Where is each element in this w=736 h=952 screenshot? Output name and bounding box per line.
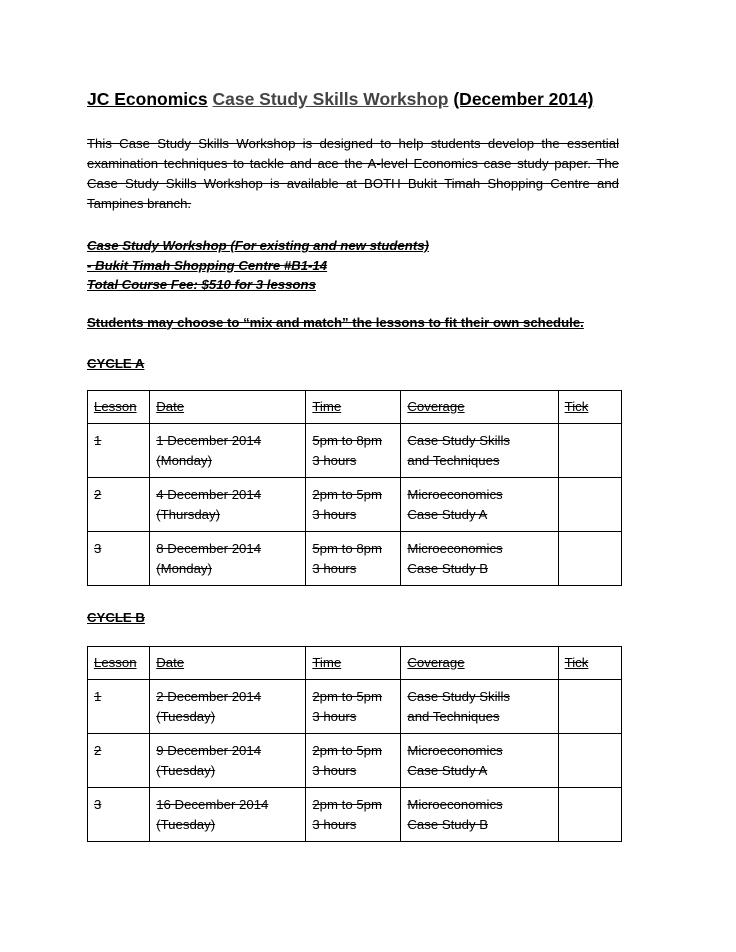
time-cell: 2pm to 5pm 3 hours	[306, 787, 401, 841]
course-line-1: Case Study Workshop (For existing and new students)	[87, 238, 429, 253]
date-cell: 16 December 2014 (Tuesday)	[150, 787, 306, 841]
table-row	[88, 733, 622, 787]
tick-cell[interactable]	[558, 787, 621, 841]
coverage-cell: Case Study Skills and Techniques	[401, 679, 558, 733]
mix-and-match-note: Students may choose to “mix and match” the lessons to fit their own schedule.	[87, 314, 584, 330]
time-cell: 2pm to 5pm 3 hours	[306, 477, 401, 531]
page-title	[87, 88, 619, 110]
lesson-cell: 2	[88, 733, 150, 787]
tick-cell[interactable]	[558, 531, 621, 585]
tick-cell[interactable]	[558, 679, 621, 733]
cycle-a-heading: CYCLE A	[87, 355, 145, 371]
table-row	[88, 477, 622, 531]
header-date: Date	[150, 646, 306, 679]
header-coverage: Coverage	[401, 390, 558, 423]
cycle-b-table	[87, 646, 622, 842]
tick-cell[interactable]	[558, 477, 621, 531]
table-row	[88, 423, 622, 477]
lesson-cell: 3	[88, 531, 150, 585]
date-cell: 8 December 2014 (Monday)	[150, 531, 306, 585]
course-line-2: - Bukit Timah Shopping Centre #B1-14	[87, 257, 328, 273]
course-line-3: Total Course Fee: $510 for 3 lessons	[87, 277, 316, 292]
header-lesson: Lesson	[88, 646, 150, 679]
header-tick: Tick	[558, 646, 621, 679]
date-cell: 1 December 2014 (Monday)	[150, 423, 306, 477]
intro-paragraph: This Case Study Skills Workshop is designed to help students develop the essential examination techniques to tackle and ace the A-level Economics case study paper. The Case Study Skills Workshop is available at BOTH Bukit Timah Shopping Centre and Tampines branch.	[87, 136, 619, 211]
table-row	[88, 679, 622, 733]
time-cell: 2pm to 5pm 3 hours	[306, 733, 401, 787]
table-row	[88, 531, 622, 585]
cycle-b-heading: CYCLE B	[87, 609, 145, 625]
time-cell: 5pm to 8pm 3 hours	[306, 423, 401, 477]
cycle-a-table	[87, 390, 622, 586]
header-lesson: Lesson	[88, 390, 150, 423]
header-time: Time	[306, 646, 401, 679]
header-date: Date	[150, 390, 306, 423]
lesson-cell: 2	[88, 477, 150, 531]
time-cell: 5pm to 8pm 3 hours	[306, 531, 401, 585]
coverage-cell: Microeconomics Case Study A	[401, 733, 558, 787]
date-cell: 9 December 2014 (Tuesday)	[150, 733, 306, 787]
coverage-cell: Microeconomics Case Study A	[401, 477, 558, 531]
date-cell: 4 December 2014 (Thursday)	[150, 477, 306, 531]
header-time: Time	[306, 390, 401, 423]
coverage-cell: Case Study Skills and Techniques	[401, 423, 558, 477]
header-coverage: Coverage	[401, 646, 558, 679]
header-tick: Tick	[558, 390, 621, 423]
lesson-cell: 1	[88, 679, 150, 733]
lesson-cell: 1	[88, 423, 150, 477]
date-cell: 2 December 2014 (Tuesday)	[150, 679, 306, 733]
coverage-cell: Microeconomics Case Study B	[401, 787, 558, 841]
tick-cell[interactable]	[558, 733, 621, 787]
course-info	[87, 236, 619, 295]
title-part-2: Case Study Skills Workshop	[212, 89, 449, 109]
table-row	[88, 787, 622, 841]
table-header-row	[88, 390, 622, 423]
lesson-cell: 3	[88, 787, 150, 841]
coverage-cell: Microeconomics Case Study B	[401, 531, 558, 585]
table-header-row	[88, 646, 622, 679]
title-part-3: (December 2014)	[453, 89, 594, 109]
title-part-1: JC Economics	[87, 89, 208, 109]
document-page	[87, 88, 619, 842]
time-cell: 2pm to 5pm 3 hours	[306, 679, 401, 733]
tick-cell[interactable]	[558, 423, 621, 477]
